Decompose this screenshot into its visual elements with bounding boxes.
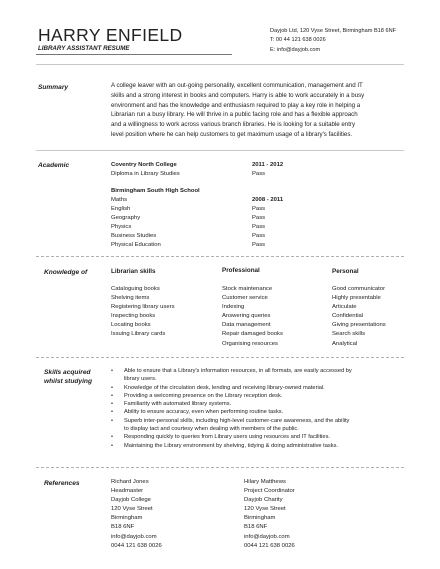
- reference-line: B18 6NF: [244, 524, 268, 531]
- college-years: 2011 - 2012: [252, 162, 284, 168]
- summary-text: [111, 81, 364, 140]
- reference-line: Dayjob College: [111, 497, 151, 504]
- personal-heading: Personal: [332, 268, 359, 275]
- skills-item-text: Ability to ensure accuracy, even when performing routine tasks.: [124, 409, 284, 416]
- skills-title-line: whilst studying: [44, 378, 92, 385]
- skills-title-line: Skills acquired: [44, 369, 91, 376]
- reference-line: Richard Jones: [111, 479, 149, 485]
- skills-item-text: Maintaining the Library environment by shelving, tidying & doing administrative tasks.: [124, 442, 339, 449]
- skills-item: [110, 442, 352, 450]
- reference-left: [111, 478, 162, 551]
- summary-line: skills and a strong interest in books and computers. Harry is able to work accurately in a busy: [111, 91, 365, 99]
- reference-line: Headmaster: [111, 488, 144, 495]
- bullet-icon: •: [111, 417, 113, 424]
- skills-title: [44, 368, 92, 386]
- list-item: Indexing: [222, 304, 245, 311]
- list-item: Repair damaged books: [222, 331, 283, 338]
- skills-item: [110, 408, 352, 416]
- bullet-icon: •: [111, 384, 113, 391]
- reference-line: 120 Vyse Street: [244, 506, 286, 513]
- reference-right: [244, 478, 295, 551]
- skills-item: [110, 417, 352, 434]
- header-divider: [36, 64, 404, 65]
- school-subjects: [111, 196, 161, 251]
- reference-line: Birmingham: [111, 515, 143, 522]
- skills-item-text: Superb inter-personal skills, including high-level customer-care awareness, and the ability: [124, 417, 350, 424]
- subject-result: 2008 - 2011: [252, 197, 284, 203]
- subject-result: Pass: [252, 242, 266, 249]
- skills-divider: [36, 467, 404, 468]
- subject-name: Physical Education: [111, 242, 161, 249]
- subject-result: Pass: [252, 224, 266, 231]
- bullet-icon: •: [111, 409, 113, 416]
- academic-divider: [36, 256, 404, 257]
- contact-block: [270, 27, 396, 55]
- knowledge-divider: [36, 357, 404, 358]
- bullet-icon: •: [111, 442, 113, 449]
- list-item: Locating books: [111, 322, 151, 329]
- bullet-icon: •: [111, 368, 113, 374]
- reference-line: 0044 121 638 0026: [111, 542, 162, 549]
- list-item: Confidential: [332, 313, 364, 320]
- skills-item-text: Familiarity with automated library systems.: [124, 401, 232, 408]
- list-item: Search skills: [332, 331, 366, 338]
- professional-heading: Professional: [222, 267, 260, 274]
- subtitle-underline: [36, 54, 232, 55]
- list-item: Shelving items: [111, 295, 150, 302]
- skills-item: [110, 433, 352, 441]
- reference-line: info@dayjob.com: [111, 533, 157, 540]
- list-item: Articulate: [332, 304, 357, 311]
- school-name: Birmingham South High School: [111, 188, 200, 194]
- list-item: Highly presentable: [332, 295, 381, 302]
- college-name: Coventry North College: [111, 162, 177, 168]
- contact-email: E: info@dayjob.com: [270, 46, 321, 53]
- academic-title: Academic: [38, 162, 70, 169]
- reference-line: Dayjob Charity: [244, 497, 283, 504]
- college-result: Pass: [252, 171, 266, 177]
- list-item: Issuing Library cards: [111, 331, 166, 338]
- summary-line: Librarian run a busy library. He will thrive in a public facing role and has a flexible approach: [111, 111, 358, 119]
- list-item: Analytical: [332, 340, 358, 347]
- personal-list: [332, 285, 386, 349]
- reference-line: 0044 121 638 0026: [244, 542, 295, 549]
- resume-subtitle: LIBRARY ASSISTANT RESUME: [38, 45, 130, 52]
- skills-item: [110, 367, 352, 384]
- list-item: Data management: [222, 322, 271, 329]
- summary-divider: [36, 150, 404, 151]
- list-item: Registering library users: [111, 304, 175, 311]
- subject-name: Physics: [111, 224, 132, 231]
- summary-line: A college leaver with an out-going personality, excellent communication, management and IT: [111, 82, 363, 89]
- reference-line: 120 Vyse Street: [111, 506, 153, 513]
- bullet-icon: •: [111, 401, 113, 408]
- subject-result: Pass: [252, 206, 266, 213]
- librarian-skills-heading: Librarian skills: [111, 268, 156, 275]
- list-item: Cataloguing books: [111, 286, 160, 292]
- knowledge-title: Knowledge of: [44, 269, 88, 276]
- skills-item-text: Able to ensure that a Library's information resources, in all formats, are easily accessed by: [124, 368, 352, 374]
- bullet-icon: •: [111, 392, 113, 399]
- list-item: Good communicator: [332, 286, 386, 292]
- summary-title: Summary: [38, 84, 69, 91]
- summary-line: environment and has the knowledge and enthusiasm required to play a key role in helping a: [111, 101, 361, 109]
- professional-list: [222, 285, 283, 349]
- skills-item-text: Knowledge of the circulation desk, lending and receiving library-owned material.: [124, 384, 325, 391]
- reference-line: info@dayjob.com: [244, 533, 290, 540]
- skills-item: [110, 392, 352, 400]
- bullet-icon: •: [111, 434, 113, 441]
- school-results: [252, 196, 283, 251]
- contact-address: Dayjob Ltd, 120 Vyse Street, Birmingham B18 6NF: [270, 28, 397, 34]
- college-course: Diploma in Library Studies: [111, 171, 180, 177]
- list-item: Customer service: [222, 295, 268, 302]
- reference-line: Project Coordinator: [244, 488, 295, 495]
- skills-item-text: to display tact and courtesy when dealing with members of the public.: [124, 426, 299, 433]
- skills-item-text: library users.: [124, 376, 157, 383]
- summary-line: and a willingness to work across various branch libraries. He is looking for a suitable entry: [111, 121, 356, 129]
- subject-name: English: [111, 206, 131, 213]
- skills-list: [110, 367, 352, 450]
- subject-result: Pass: [252, 233, 266, 240]
- subject-result: Pass: [252, 215, 266, 222]
- references-title: References: [44, 480, 80, 487]
- skills-item: [110, 400, 352, 408]
- contact-phone: T: 00 44 121 638 0026: [270, 37, 326, 44]
- list-item: Inspecting books: [111, 313, 156, 320]
- librarian-skills-list: [111, 285, 175, 340]
- reference-line: Birmingham: [244, 515, 276, 522]
- list-item: Giving presentations: [332, 322, 386, 329]
- summary-line: level position where he can help customers to get maximum usage of a library's facilities.: [111, 130, 353, 138]
- list-item: Answering queries: [222, 313, 271, 320]
- reference-line: Hilary Matthews: [244, 479, 286, 485]
- skills-item: [110, 384, 352, 392]
- list-item: Stock maintenance: [222, 286, 273, 292]
- subject-name: Maths: [111, 197, 128, 203]
- list-item: Organising resources: [222, 340, 278, 347]
- skills-item-text: Providing a welcoming presence on the Library reception desk.: [124, 392, 283, 399]
- reference-line: B18 6NF: [111, 524, 135, 531]
- skills-item-text: Responding quickly to queries from Library users using resources and IT facilities.: [124, 434, 331, 441]
- subject-name: Geography: [111, 215, 141, 222]
- candidate-name: HARRY ENFIELD: [38, 25, 183, 45]
- subject-name: Business Studies: [111, 233, 157, 240]
